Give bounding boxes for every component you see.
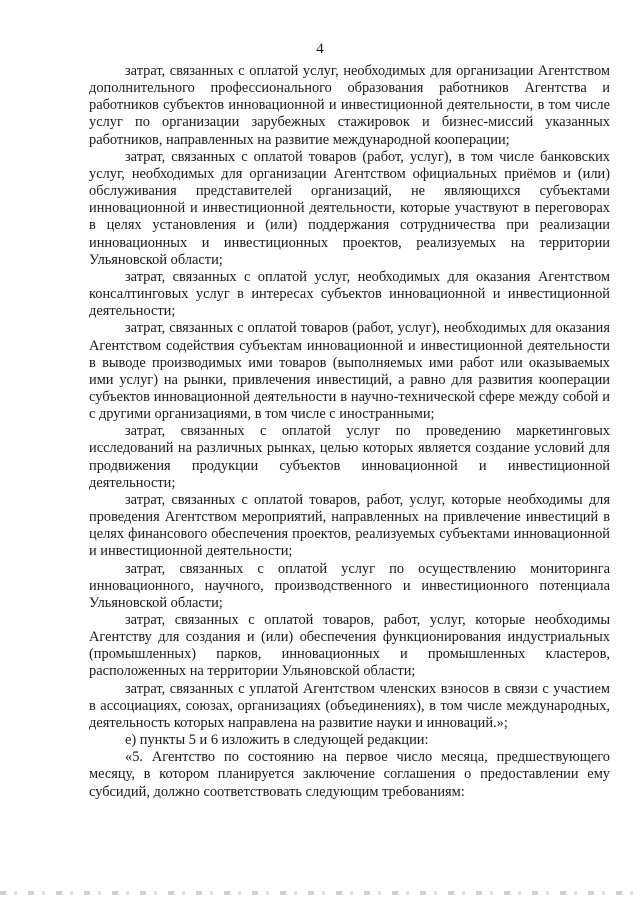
paragraph: затрат, связанных с оплатой услуг по проведению маркетинговых исследований на различных рынках, целью которых является создание условий для продвижения продукции субъектов инновационной и инвестиционной деятельности; [89, 423, 610, 491]
paragraph: затрат, связанных с оплатой товаров (работ, услуг), в том числе банковских услуг, необходимых для организации Агентством официальных приёмов и (или) обслуживания представителей организаций, не являющихся субъектами инновационной и инвестиционной деятельности, которые участвуют в переговорах в целях установления и (или) поддержания сотрудничества при реализации инновационных и инвестиционных проектов, реализуемых на территории Ульяновской области; [89, 148, 610, 268]
document-body [89, 63, 610, 801]
paragraph: затрат, связанных с оплатой услуг по осуществлению мониторинга инновационного, научного, производственного и инвестиционного потенциала Ульяновской области; [89, 560, 610, 611]
paragraph: затрат, связанных с уплатой Агентством членских взносов в связи с участием в ассоциациях, союзах, организациях (объединениях), в том числе международных, деятельность которых направлена на развитие науки и инноваций.»; [89, 680, 610, 731]
paragraph: затрат, связанных с оплатой товаров (работ, услуг), необходимых для оказания Агентством содействия субъектам инновационной и инвестиционной деятельности в выводе производимых ими товаров (выполняемых ими работ или оказываемых ими услуг) на рынки, привлечения инвестиций, а равно для развития кооперации субъектов инновационной деятельности в научно-технической сфере между собой и с другими организациями, в том числе с иностранными; [89, 320, 610, 423]
paragraph: затрат, связанных с оплатой услуг, необходимых для оказания Агентством консалтинговых услуг в интересах субъектов инновационной и инвестиционной деятельности; [89, 268, 610, 320]
paragraph: затрат, связанных с оплатой услуг, необходимых для организации Агентством дополнительного профессионального образования работников Агентства и работников субъектов инновационной и инвестиционной деятельности, в том числе услуг по организации зарубежных стажировок и бизнес-миссий указанных работников, направленных на развитие международной кооперации; [89, 63, 610, 148]
paragraph: затрат, связанных с оплатой товаров, работ, услуг, которые необходимы для проведения Агентством мероприятий, направленных на привлечение инвестиций в целях финансового обеспечения проектов, реализуемых субъектами инновационной и инвестиционной деятельности; [89, 491, 610, 560]
page-number: 4 [316, 41, 324, 57]
paragraph: «5. Агентство по состоянию на первое число месяца, предшествующего месяцу, в котором планируется заключение соглашения о предоставлении ему субсидий, должно соответствовать следующим требованиям: [89, 749, 610, 800]
paragraph: е) пункты 5 и 6 изложить в следующей редакции: [125, 732, 429, 749]
scan-edge-artifact [0, 891, 640, 895]
paragraph: затрат, связанных с оплатой товаров, работ, услуг, которые необходимы Агентству для создания и (или) обеспечения функционирования индустриальных (промышленных) парков, инновационных и промышленных кластеров, расположенных на территории Ульяновской области; [89, 612, 610, 680]
